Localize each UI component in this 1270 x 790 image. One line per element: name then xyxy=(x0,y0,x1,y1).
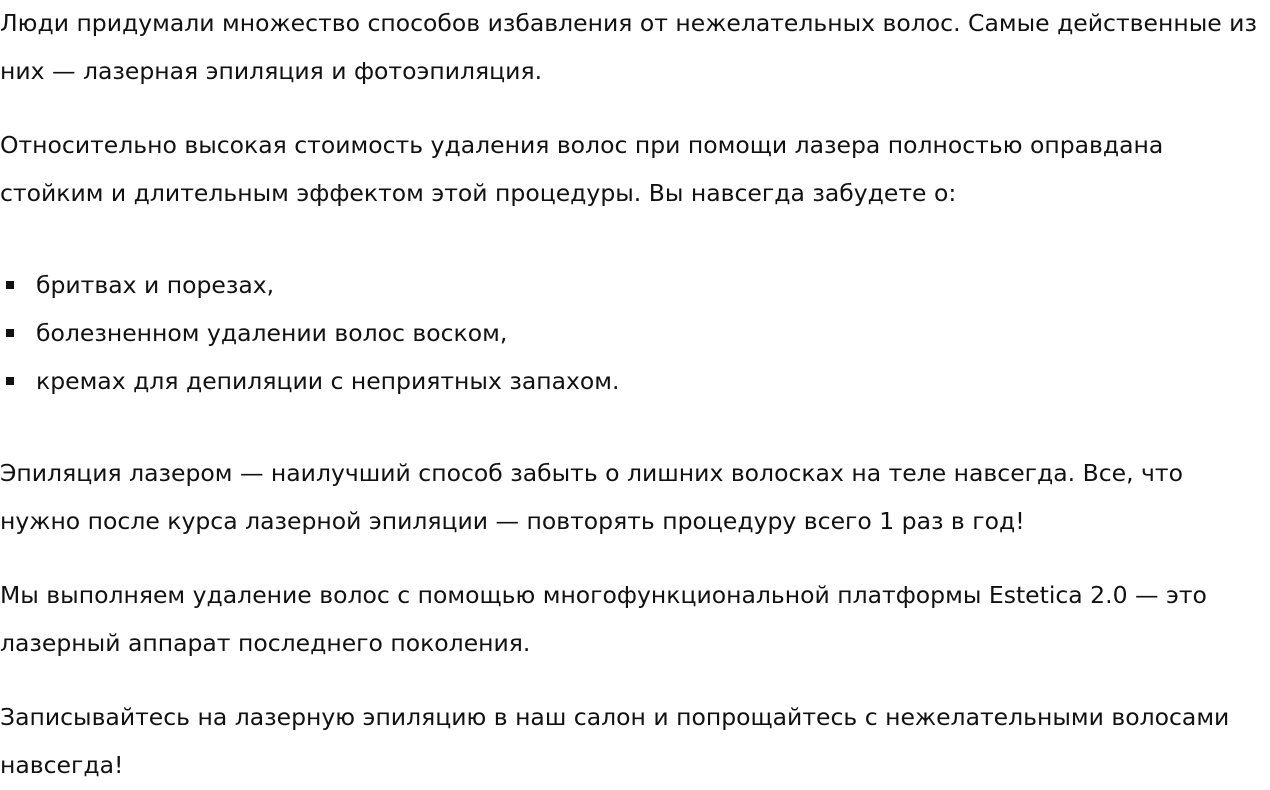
list-item xyxy=(0,261,1268,309)
laser-benefit-paragraph: Эпиляция лазером — наилучший способ забыть о лишних волосках на теле навсегда. Все, что нужно после курса лазерной эпиляции — повторять процедуру всего 1 раз в год! xyxy=(0,459,1183,535)
square-bullet-icon xyxy=(6,329,14,337)
cost-paragraph: Относительно высокая стоимость удаления волос при помощи лазера полностью оправдана стойким и длительным эффектом этой процедуры. Вы навсегда забудете о: xyxy=(0,131,1164,207)
square-bullet-icon xyxy=(6,281,14,289)
list-item-text: болезненном удалении волос воском, xyxy=(36,319,508,347)
intro-paragraph: Люди придумали множество способов избавления от нежелательных волос. Самые действенные из них — лазерная эпиляция и фотоэпиляция. xyxy=(0,9,1257,85)
call-to-action-paragraph: Записывайтесь на лазерную эпиляцию в наш салон и попрощайтесь с нежелательными волосами навсегда! xyxy=(0,703,1230,779)
list-item-text: бритвах и порезах, xyxy=(36,271,275,299)
list-item xyxy=(0,357,1268,405)
equipment-paragraph: Мы выполняем удаление волос с помощью многофункциональной платформы Estetica 2.0 — это лазерный аппарат последнего поколения. xyxy=(0,581,1207,657)
square-bullet-icon xyxy=(6,377,14,385)
benefits-list xyxy=(0,261,1268,405)
list-item-text: кремах для депиляции с неприятных запахом. xyxy=(36,367,620,395)
list-item xyxy=(0,309,1268,357)
